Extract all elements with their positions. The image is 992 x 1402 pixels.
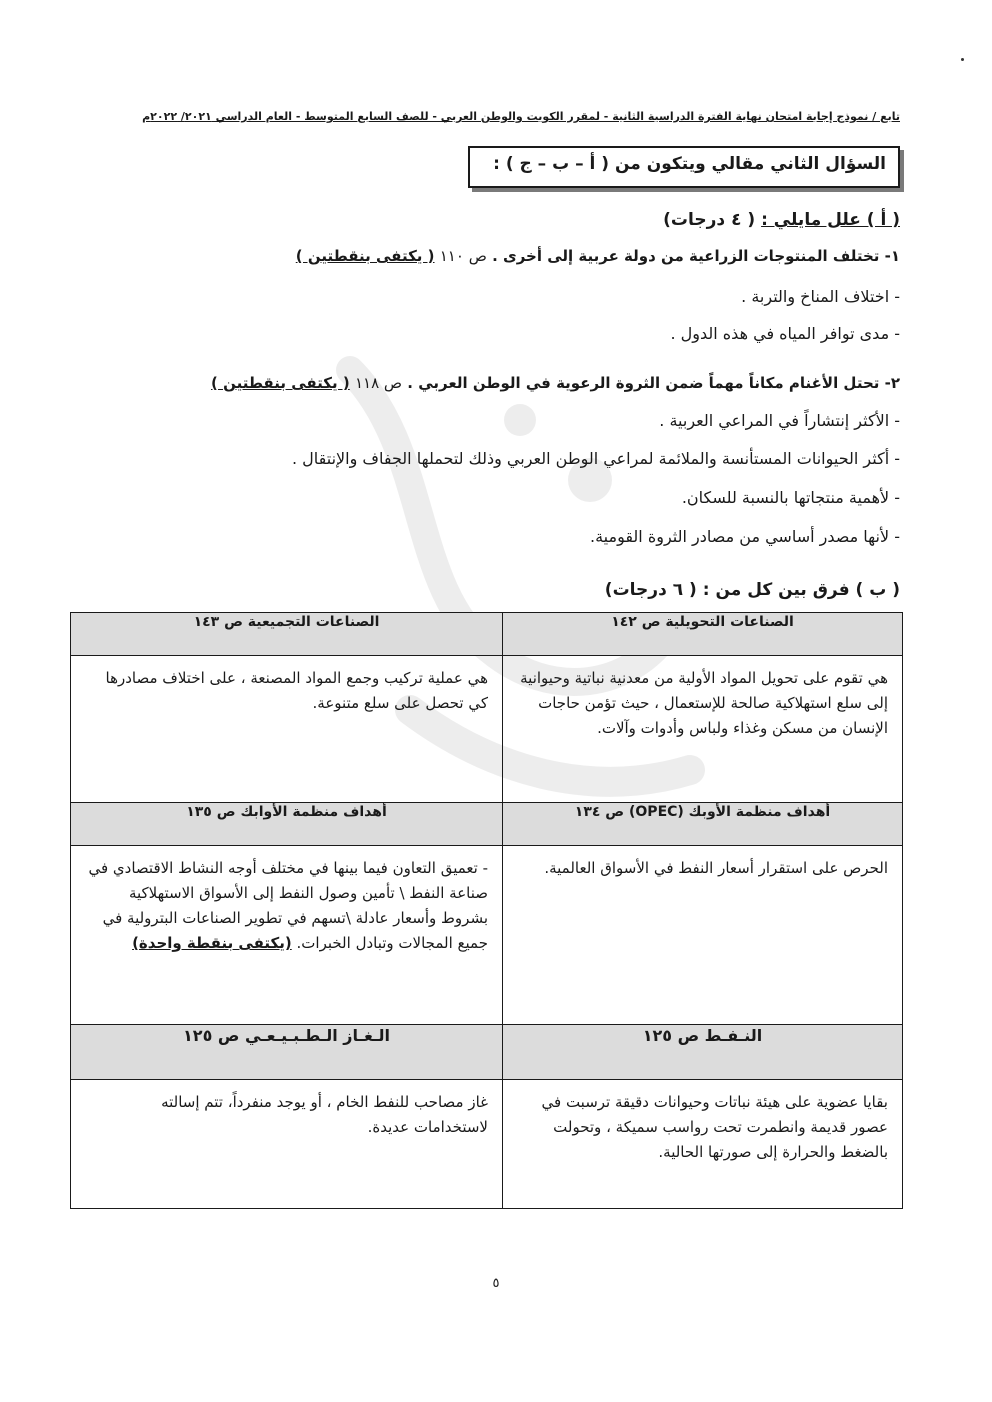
q2-page: ص ١١٨ bbox=[354, 374, 403, 392]
q2-answer: - أكثر الحيوانات المستأنسة والملائمة لمراعي الوطن العربي وذلك لتحملها الجفاف والإنتقال . bbox=[291, 449, 900, 468]
table-header-cell: الصناعات التحويلية ص ١٤٢ bbox=[503, 613, 903, 656]
q2-text: ٢- تحتل الأغنام مكاناً مهماً ضمن الثروة الرعوية في الوطن العربي . bbox=[407, 374, 900, 392]
part-a-q2 bbox=[70, 374, 900, 392]
q2-answer: - لأنها مصدر أساسي من مصادر الثروة القومية. bbox=[590, 527, 900, 546]
part-b-marks: ( ٦ درجات) bbox=[604, 580, 697, 600]
table-cell: غاز مصاحب للنفط الخام ، أو يوجد منفرداً، تتم إسالته لاستخدامات عديدة. bbox=[71, 1080, 503, 1209]
table-cell: هي تقوم على تحويل المواد الأولية من معدنية نباتية وحيوانية إلى سلع استهلاكية صالحة للإستعمال ، حيث تؤمن حاجات الإنسان من مسكن وغذاء ولباس وأدوات وآلات. bbox=[503, 656, 903, 803]
opec-goals-note: (يكتفى بنقطة واحدة) bbox=[132, 934, 292, 952]
q2-answer: - الأكثر إنتشاراً في المراعي العربية . bbox=[659, 411, 900, 430]
corner-mark bbox=[961, 58, 964, 61]
q1-answer: - اختلاف المناخ والتربة . bbox=[741, 287, 900, 306]
part-a-q1 bbox=[70, 247, 900, 265]
table-cell: بقايا عضوية على هيئة نباتات وحيوانات دقيقة ترسبت في عصور قديمة وانطمرت تحت رواسب سميكة ، وتحولت بالضغط والحرارة إلى صورتها الحالية. bbox=[503, 1080, 903, 1209]
comparison-table bbox=[70, 612, 903, 1209]
question-title-box: السؤال الثاني مقالي ويتكون من ( أ – ب – ج ) : bbox=[468, 146, 900, 188]
part-b-label: ( ب ) فرق بين كل من : bbox=[702, 580, 900, 600]
table-cell: هي عملية تركيب وجمع المواد المصنعة ، على اختلاف مصادرها كي تحصل على سلع متنوعة. bbox=[71, 656, 503, 803]
q1-note: ( يكتفى بنقطتين ) bbox=[295, 247, 435, 265]
table-row bbox=[71, 656, 903, 803]
opec-goals-text: - تعميق التعاون فيما بينها في مختلف أوجه النشاط الاقتصادي في صناعة النفط \ تأمين وصول النفط إلى الأسواق الاستهلاكية بشروط وأسعار عادلة \تسهم في تطوير الصناعات البترولية في جميع المجالات وتبادل الخبرات. bbox=[88, 859, 488, 952]
table-row bbox=[71, 846, 903, 1025]
part-a-label: ( أ ) علل مايلي : bbox=[761, 210, 900, 230]
table-header-cell: الصناعات التجميعية ص ١٤٣ bbox=[71, 613, 503, 656]
part-b-heading bbox=[70, 580, 900, 600]
table-header-cell: أهداف منظمة الأوابك ص ١٣٥ bbox=[71, 803, 503, 846]
q1-text: ١- تختلف المنتوجات الزراعية من دولة عربية إلى أخرى . bbox=[492, 247, 900, 265]
table-cell bbox=[71, 846, 503, 1025]
table-row bbox=[71, 803, 903, 846]
table-row bbox=[71, 1025, 903, 1080]
table-cell: الحرص على استقرار أسعار النفط في الأسواق العالمية. bbox=[503, 846, 903, 1025]
table-row bbox=[71, 1080, 903, 1209]
q2-note: ( يكتفى بنقطتين ) bbox=[211, 374, 350, 392]
q2-answer: - لأهمية منتجاتها بالنسبة للسكان. bbox=[681, 488, 900, 507]
table-header-cell: الـغـاز الـطـبـيـعـي ص ١٢٥ bbox=[71, 1025, 503, 1080]
part-a-marks: ( ٤ درجات) bbox=[663, 210, 756, 230]
table-header-cell: النـفـط ص ١٢٥ bbox=[503, 1025, 903, 1080]
page-header: تابع / نموذج إجابة امتحان نهاية الفترة الدراسية الثانية - لمقرر الكويت والوطن العربي - للصف السابع المتوسط - العام الدراسي ٢٠٢١/ ٢٠٢٢م bbox=[142, 110, 900, 123]
part-a-heading bbox=[70, 210, 900, 230]
q1-page: ص ١١٠ bbox=[439, 247, 487, 265]
page-number: ٥ bbox=[492, 1276, 500, 1291]
table-header-cell: أهداف منظمة الأوبك (OPEC) ص ١٣٤ bbox=[503, 803, 903, 846]
q1-answer: - مدى توافر المياه في هذه الدول . bbox=[670, 324, 900, 343]
table-row bbox=[71, 613, 903, 656]
